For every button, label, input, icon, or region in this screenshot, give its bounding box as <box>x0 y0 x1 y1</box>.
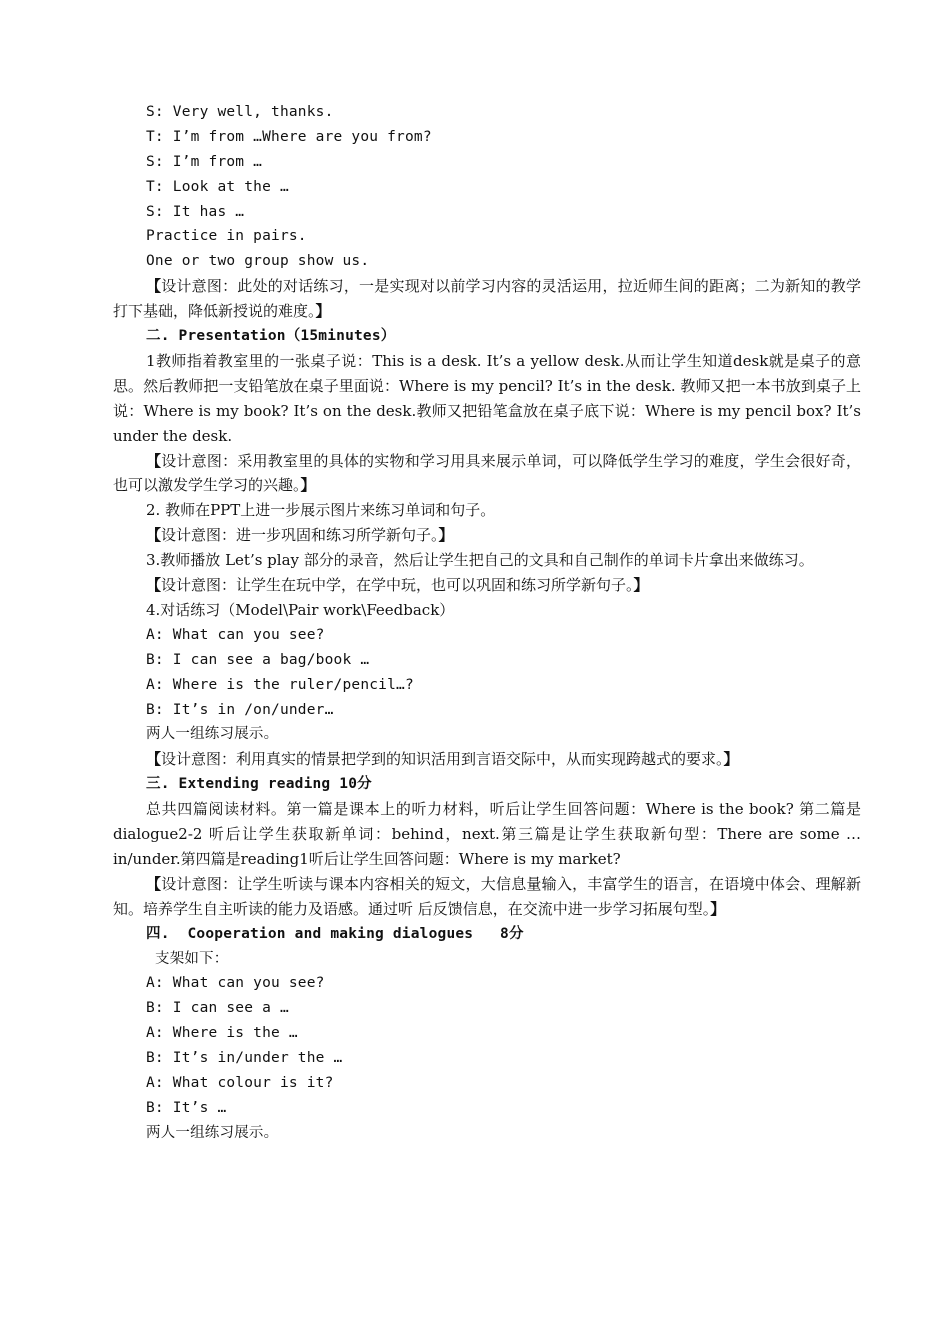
step-paragraph: 4.对话练习（Model\Pair work\Feedback） <box>146 601 455 619</box>
instruction-line: Practice in pairs. <box>146 228 307 245</box>
dialog-line: T: Look at the … <box>146 178 289 195</box>
dialog-line: B: It’s … <box>146 1099 227 1116</box>
dialog-line: B: I can see a … <box>146 1000 289 1017</box>
design-note: 【设计意图：采用教室里的具体的实物和学习用具来展示单词，可以降低学生学习的难度，学生会很好奇，也可以激发学生学习的兴趣。】 <box>113 451 861 495</box>
step-paragraph: 3.教师播放 Let’s play 部分的录音，然后让学生把自己的文具和自己制作的单词卡片拿出来做练习。 <box>146 551 814 570</box>
design-note: 【设计意图：进一步巩固和练习所学新句子。】 <box>146 526 454 545</box>
dialog-line: A: What can you see? <box>146 975 325 992</box>
step-paragraph: 总共四篇阅读材料。第一篇是课本上的听力材料，听后让学生回答问题：Where is the book? 第二篇是dialogue2-2 听后让学生获取新单词：behind，next.第三篇是让学生获取新句型：There are some …in/under.第四篇是reading1听后让学生回答问题：Where is my market? <box>113 800 861 868</box>
instruction-line: 两人一组练习展示。 <box>146 726 279 743</box>
section-heading-cooperation: 四. Cooperation and making dialogues 8分 <box>146 925 524 942</box>
dialog-line: S: It has … <box>146 203 245 220</box>
dialog-line: B: I can see a bag/book … <box>146 651 370 668</box>
dialog-line: B: It’s in /on/under… <box>146 701 334 718</box>
dialog-line: S: I’m from … <box>146 153 263 170</box>
document-body <box>113 100 861 1146</box>
step-paragraph: 1教师指着教室里的一张桌子说：This is a desk. It’s a yellow desk.从而让学生知道desk就是桌子的意思。然后教师把一支铅笔放在桌子里面说：Where is my pencil? It’s in the desk. 教师又把一本书放到桌子上说：Where is my book? It’s on the desk.教师又把铅笔盒放在桌子底下说：Where is my pencil box? It’s under the desk. <box>113 351 861 445</box>
frame-label: 支架如下： <box>155 950 229 967</box>
design-note: 【设计意图：此处的对话练习，一是实现对以前学习内容的灵活运用，拉近师生间的距离；二为新知的教学打下基础，降低新授说的难度。】 <box>113 277 861 321</box>
design-note: 【设计意图：让学生在玩中学，在学中玩，也可以巩固和练习所学新句子。】 <box>146 576 649 595</box>
instruction-line: One or two group show us. <box>146 253 370 270</box>
design-note: 【设计意图：利用真实的情景把学到的知识活用到言语交际中，从而实现跨越式的要求。】 <box>146 750 739 769</box>
design-note: 【设计意图：让学生听读与课本内容相关的短文，大信息量输入，丰富学生的语言，在语境中体会、理解新知。培养学生自主听读的能力及语感。通过听 后反馈信息，在交流中进一步学习拓展句型。】 <box>113 874 861 918</box>
dialog-line: A: Where is the ruler/pencil…? <box>146 676 414 693</box>
dialog-line: T: I’m from …Where are you from? <box>146 128 432 145</box>
dialog-line: S: Very well, thanks. <box>146 104 334 120</box>
dialog-line: A: What can you see? <box>146 626 325 643</box>
dialog-line: B: It’s in/under the … <box>146 1050 343 1067</box>
instruction-line: 两人一组练习展示。 <box>146 1124 279 1141</box>
step-paragraph: 2. 教师在PPT上进一步展示图片来练习单词和句子。 <box>146 501 496 520</box>
dialog-line: A: What colour is it? <box>146 1075 334 1092</box>
dialog-line: A: Where is the … <box>146 1025 298 1042</box>
section-heading-presentation: 二. Presentation（15minutes） <box>146 328 396 345</box>
section-heading-extending: 三. Extending reading 10分 <box>146 776 372 793</box>
